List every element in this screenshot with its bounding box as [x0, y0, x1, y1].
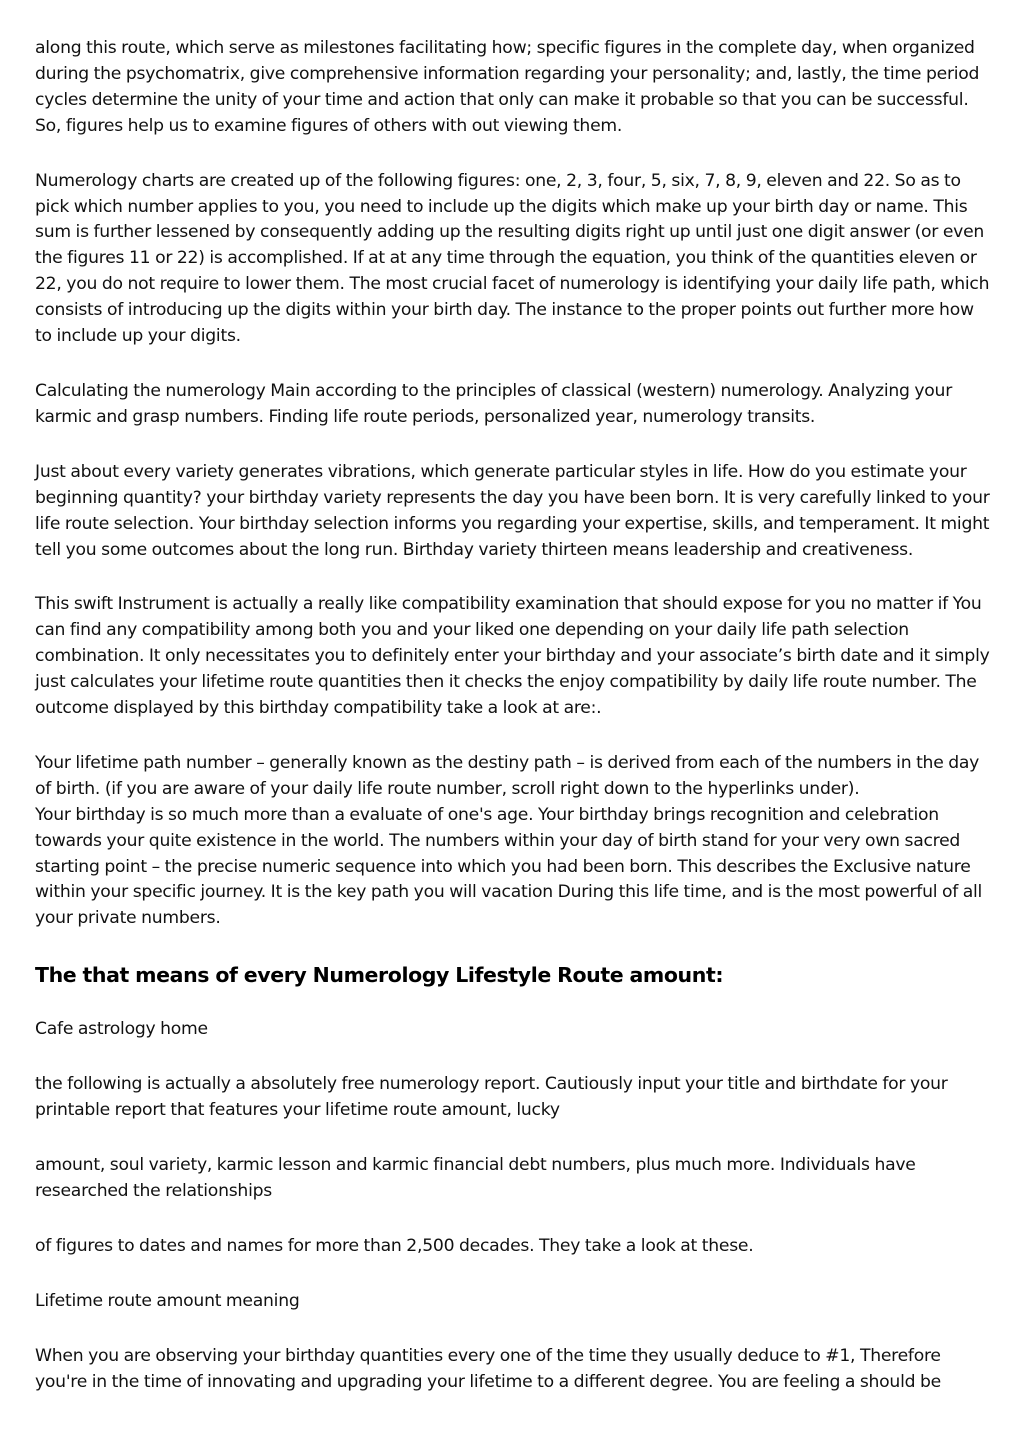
paragraph-vibrations: Just about every variety generates vibrations, which generate particular styles in life. How do you estimate your beginning quantity? your birthday variety represents the day you have been born. It is very carefully linked to your life route selection. Your birthday selection informs you regarding your expertise, skills, and temperament. It might tell you some outcomes about the long run. Birthday variety thirteen means leadership and creativeness. [35, 461, 990, 560]
section-heading: The that means of every Numerology Lifestyle Route amount: [35, 963, 724, 988]
paragraph-numerology-charts: Numerology charts are created up of the following figures: one, 2, 3, four, 5, six, 7, 8, 9, eleven and 22. So as to pick which number applies to you, you need to include up the digits which make up your birth day or name. This sum is further lessened by consequently adding up the resulting digits right up until just one digit answer (or even the figures 11 or 22) is accomplished. If at at any time through the equation, you think of the quantities eleven or 22, you do not require to lower them. The most crucial facet of numerology is identifying your daily life path, which consists of introducing up the digits within your birth day. The instance to the proper points out further more how to include up your digits. [35, 170, 990, 347]
document-page [35, 36, 993, 1424]
paragraph-birthday: Your birthday is so much more than a evaluate of one's age. Your birthday brings recognition and celebration towards your quite existence in the world. The numbers within your day of birth stand for your very own sacred starting point – the precise numeric sequence into which you had been born. This describes the Exclusive nature within your specific journey. It is the key path you will vacation During this life time, and is the most powerful of all your private numbers. [35, 804, 983, 929]
paragraph-free-report: the following is actually a absolutely free numerology report. Cautiously input your title and birthdate for your printable report that features your lifetime route amount, lucky [35, 1074, 948, 1121]
paragraph-birthday-quantities: When you are observing your birthday quantities every one of the time they usually deduce to #1, Therefore you're in the time of innovating and upgrading your lifetime to a different degree. You are feeling a should be [35, 1345, 941, 1392]
paragraph-lifetime-path-number: Your lifetime path number – generally known as the destiny path – is derived from each of the numbers in the day of birth. (if you are aware of your daily life route number, scroll right down to the hyperlinks under). [35, 752, 980, 799]
paragraph-cafe-astrology: Cafe astrology home [35, 1019, 208, 1040]
paragraph-lifetime-route-meaning: Lifetime route amount meaning [35, 1290, 300, 1311]
paragraph-soul-variety: amount, soul variety, karmic lesson and karmic financial debt numbers, plus much more. Individuals have researched the relationships [35, 1155, 916, 1201]
paragraph-calculating-core: Calculating the numerology Main according to the principles of classical (western) numerology. Analyzing your karmic and grasp numbers. Finding life route periods, personalized year, numerology transits. [35, 380, 953, 427]
paragraph-figures-to-dates: of figures to dates and names for more than 2,500 decades. They take a look at these. [35, 1235, 754, 1256]
paragraph-milestones: along this route, which serve as milestones facilitating how; specific figures in the complete day, when organized during the psychomatrix, give comprehensive information regarding your personality; and, lastly, the time period cycles determine the unity of your time and action that only can make it probable so that you can be successful. So, figures help us to examine figures of others with out viewing them. [35, 38, 980, 136]
paragraph-compatibility-tool: This swift Instrument is actually a really like compatibility examination that should expose for you no matter if You can find any compatibility among both you and your liked one depending on your daily life path selection combination. It only necessitates you to definitely enter your birthday and your associate’s birth date and it simply just calculates your lifetime route quantities then it checks the enjoy compatibility by daily life route number. The outcome displayed by this birthday compatibility take a look at are:. [35, 594, 990, 719]
